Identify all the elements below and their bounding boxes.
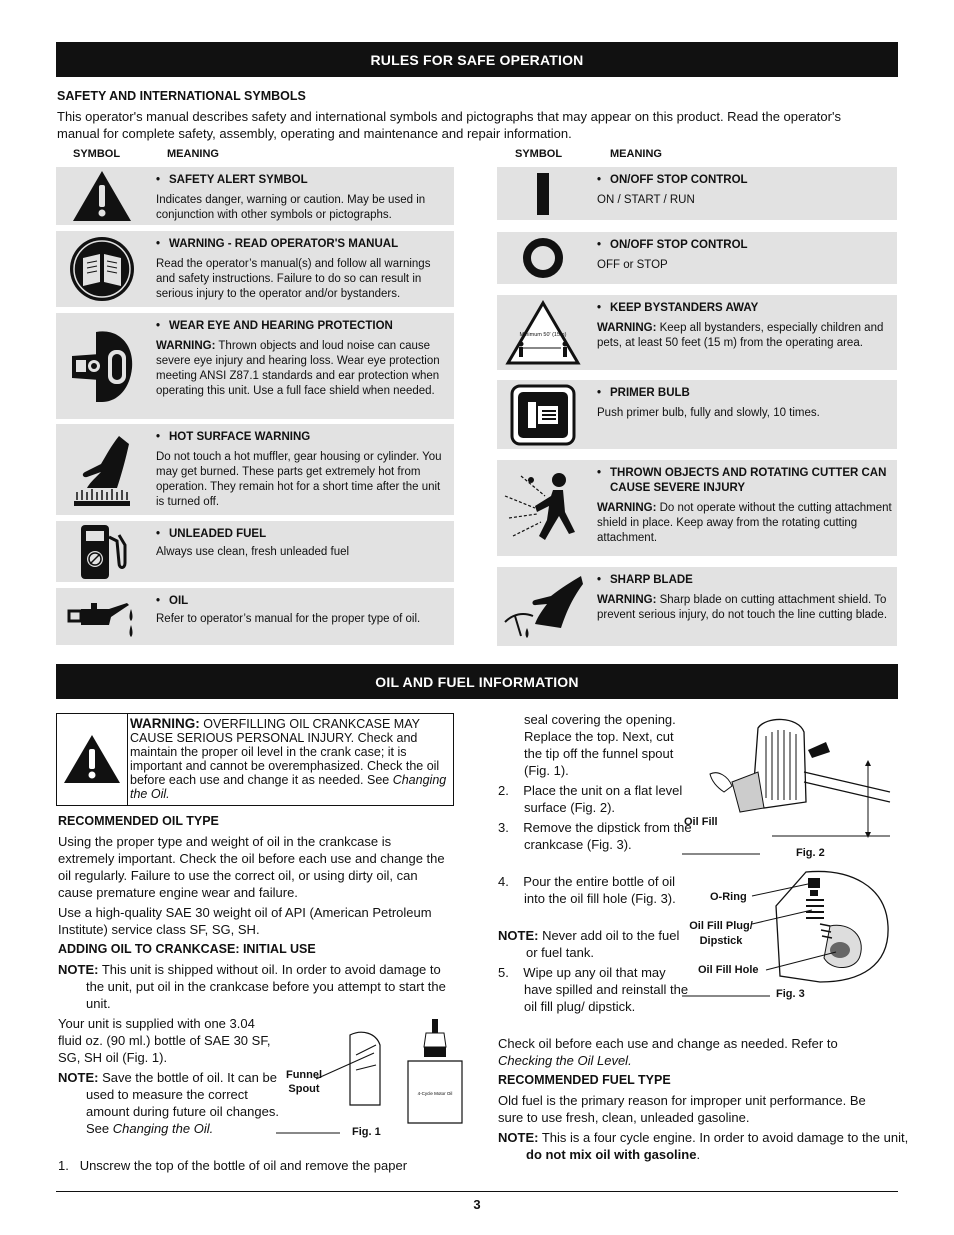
step-number: 4. — [498, 874, 509, 889]
symbol-row — [56, 424, 454, 515]
oil-fill-plug-label: Oil Fill Plug/ Dipstick — [689, 920, 753, 947]
warning-triangle-icon — [57, 714, 127, 804]
row-desc: ON / START / RUN — [597, 194, 695, 206]
note-3 — [498, 927, 690, 961]
figure-2 — [680, 712, 896, 862]
safety-title: SAFETY AND INTERNATIONAL SYMBOLS — [57, 89, 306, 103]
symbol-row — [56, 231, 454, 307]
step-5 — [498, 964, 692, 1015]
rec-oil-title: RECOMMENDED OIL TYPE — [58, 814, 219, 828]
col-symbol-right: SYMBOL — [515, 148, 563, 160]
fuel-title: RECOMMENDED FUEL TYPE — [498, 1073, 671, 1087]
row-title: • ON/OFF STOP CONTROL — [597, 173, 893, 188]
warning-label: WARNING: — [156, 340, 216, 352]
keep-bystanders-away-icon — [497, 295, 589, 370]
row-title: • SHARP BLADE — [597, 573, 893, 588]
symbol-row — [56, 588, 454, 645]
step-1-continued: seal covering the opening. Replace the top. Next, cut the tip off the funnel spout (Fig. 1). — [524, 712, 676, 778]
sharp-blade-icon — [497, 567, 589, 646]
col-symbol-left: SYMBOL — [73, 148, 121, 160]
step-number: 5. — [498, 965, 509, 980]
eye-ear-protection-icon — [56, 313, 148, 419]
fig-3-caption: Fig. 3 — [776, 988, 805, 1000]
note-label: NOTE: — [498, 1130, 539, 1145]
primer-bulb-icon — [497, 380, 589, 449]
section-header-oil-fuel: OIL AND FUEL INFORMATION — [56, 664, 898, 699]
note-label: NOTE: — [58, 1070, 99, 1085]
symbol-row — [497, 567, 897, 646]
note-4-text: This is a four cycle engine. In order to avoid damage to the unit, — [538, 1130, 909, 1145]
row-title: • WARNING - READ OPERATOR'S MANUAL — [156, 237, 450, 252]
symbol-row — [497, 295, 897, 370]
symbol-row — [56, 521, 454, 582]
rec-oil-p2: Use a high-quality SAE 30 weight oil of API (American Petroleum Institute) service class SF, SG, SH. — [58, 905, 432, 937]
step-3 — [498, 819, 704, 853]
row-title: • ON/OFF STOP CONTROL — [597, 238, 893, 253]
row-desc: Read the operator’s manual(s) and follow all warnings and safety instructions. Failure to do so can result in serious injury to the operator and/or bystanders. — [156, 258, 431, 300]
footer-divider — [56, 1191, 898, 1192]
step-2 — [498, 782, 704, 816]
row-desc: Refer to operator’s manual for the proper type of oil. — [156, 613, 421, 625]
figure-3 — [680, 866, 896, 1006]
fuel-pump-icon — [56, 521, 148, 582]
bottle-label-text: 4-Cycle Motor Oil — [417, 1091, 453, 1096]
row-title: • WEAR EYE AND HEARING PROTECTION — [156, 319, 450, 334]
row-title: • OIL — [156, 594, 450, 609]
step-number: 3. — [498, 820, 509, 835]
symbol-row — [497, 460, 897, 556]
note-label: NOTE: — [58, 962, 99, 977]
fig-1-caption: Fig. 1 — [352, 1126, 381, 1138]
bystander-distance-text: Minimum 50' (15m) — [519, 331, 567, 338]
row-title: • HOT SURFACE WARNING — [156, 430, 450, 445]
row-desc: Sharp blade on cutting attachment shield. To prevent serious injury, do not touch the line cutting blade. — [597, 594, 888, 621]
section-header-rules: RULES FOR SAFE OPERATION — [56, 42, 898, 77]
note-1-text: This unit is shipped without oil. In order to avoid damage to the unit, put oil in the crankcase before you attempt to start the unit. — [86, 962, 446, 1011]
hot-surface-icon — [56, 424, 148, 515]
safety-intro: This operator's manual describes safety and international symbols and pictographs that may appear on this product. Read the operator's manual for complete safety, assembly, operating and maintenance and repair information. — [57, 109, 841, 141]
row-desc: OFF or STOP — [597, 259, 668, 271]
step-4 — [498, 873, 694, 907]
step-number: 2. — [498, 783, 509, 798]
step-5-text: Wipe up any oil that may have spilled and reinstall the oil fill plug/ dipstick. — [523, 965, 689, 1014]
adding-title: ADDING OIL TO CRANKCASE: INITIAL USE — [58, 942, 316, 956]
warning-ref: Changing the Oil. — [130, 773, 447, 801]
oil-can-icon — [56, 588, 148, 645]
warning-label: WARNING: — [597, 322, 657, 334]
figure-1 — [276, 1015, 466, 1145]
on-icon — [497, 167, 589, 220]
note-2 — [58, 1069, 286, 1137]
symbol-row — [56, 313, 454, 419]
col-meaning-right: MEANING — [610, 148, 662, 160]
note-3-text: Never add oil to the fuel or fuel tank. — [526, 928, 680, 960]
note-2-text: Save the bottle of oil. It can be used to measure the correct amount during future oil changes. See — [86, 1070, 279, 1136]
symbol-row — [497, 232, 897, 284]
col-meaning-left: MEANING — [167, 148, 219, 160]
row-title: • THROWN OBJECTS AND ROTATING CUTTER CAN CAUSE SEVERE INJURY — [597, 466, 893, 496]
row-desc: Keep all bystanders, especially children and pets, at least 50 feet (15 m) from the operating area. — [597, 322, 884, 349]
book-icon — [56, 231, 148, 307]
supplied-text: Your unit is supplied with one 3.04 fluid oz. (90 ml.) bottle of SAE 30 SF, SG, SH oil (Fig. 1). — [58, 1016, 271, 1065]
note-4-bold: do not mix oil with gasoline — [526, 1147, 697, 1162]
warning-label: WARNING: — [597, 502, 657, 514]
warning-label: WARNING: — [130, 716, 200, 731]
page-number: 3 — [473, 1197, 481, 1212]
row-title: • SAFETY ALERT SYMBOL — [156, 173, 450, 188]
note-2-ref: Changing the Oil. — [112, 1121, 214, 1136]
check-ref: Checking the Oil Level. — [498, 1053, 632, 1068]
row-title: • PRIMER BULB — [597, 386, 893, 401]
warning-text: OVERFILLING OIL CRANKCASE MAY CAUSE SERIOUS PERSONAL INJURY. Check and maintain the proper oil level in the crank case; it is important and cannot be overemphasized. Check the oil before each use and change it as needed. See — [130, 717, 440, 787]
row-title: • KEEP BYSTANDERS AWAY — [597, 301, 893, 316]
oil-warning-box — [56, 713, 454, 806]
check-text: Check oil before each use and change as needed. Refer to — [498, 1036, 838, 1051]
step-number: 1. — [58, 1158, 69, 1173]
o-ring-label: O-Ring — [710, 891, 747, 903]
oil-fill-label: Oil Fill — [684, 816, 718, 828]
rec-oil-p1: Using the proper type and weight of oil in the crankcase is extremely important. Check the oil before each use and change the oil regularly. Failure to use the correct oil, or using dirty oil, can cause premature engine wear and failure. — [58, 834, 445, 900]
symbol-row — [497, 167, 897, 220]
step-1 — [58, 1157, 407, 1174]
note-4 — [498, 1129, 926, 1163]
note-1 — [58, 961, 458, 1012]
step-2-text: Place the unit on a flat level surface (Fig. 2). — [523, 783, 683, 815]
step-4-text: Pour the entire bottle of oil into the oil fill hole (Fig. 3). — [523, 874, 676, 906]
oil-fill-hole-label: Oil Fill Hole — [698, 964, 759, 976]
funnel-label: Funnel Spout — [285, 1069, 323, 1095]
row-desc: Indicates danger, warning or caution. May be used in conjunction with other symbols or pictographs. — [156, 194, 426, 221]
row-desc: Always use clean, fresh unleaded fuel — [156, 546, 350, 558]
row-desc: Do not operate without the cutting attachment shield in place. Keep away from the rotating cutting attachment. — [597, 502, 892, 544]
note-4-end: . — [696, 1147, 701, 1162]
step-1-text: Unscrew the top of the bottle of oil and remove the paper — [79, 1158, 408, 1173]
fuel-text: Old fuel is the primary reason for improper unit performance. Be sure to use fresh, clean, unleaded gasoline. — [498, 1093, 866, 1125]
off-icon — [497, 232, 589, 284]
fig-2-caption: Fig. 2 — [796, 847, 825, 859]
row-desc: Do not touch a hot muffler, gear housing or cylinder. You may get burned. These parts get extremely hot from operation. They remain hot for a short time after the unit is turned off. — [156, 451, 442, 508]
thrown-objects-icon — [497, 460, 589, 556]
safety-alert-icon — [56, 167, 148, 225]
note-label: NOTE: — [498, 928, 539, 943]
symbol-row — [56, 167, 454, 225]
warning-label: WARNING: — [597, 594, 657, 606]
step-3-text: Remove the dipstick from the crankcase (Fig. 3). — [523, 820, 692, 852]
row-desc: Thrown objects and loud noise can cause severe eye injury and hearing loss. Wear eye protection meeting ANSI Z87.1 standards and ear protection when operating this unit. Use a full face shield when needed. — [156, 340, 440, 397]
row-title: • UNLEADED FUEL — [156, 527, 450, 542]
row-desc: Push primer bulb, fully and slowly, 10 times. — [597, 407, 820, 419]
check-oil-text — [498, 1035, 890, 1069]
symbol-row — [497, 380, 897, 449]
